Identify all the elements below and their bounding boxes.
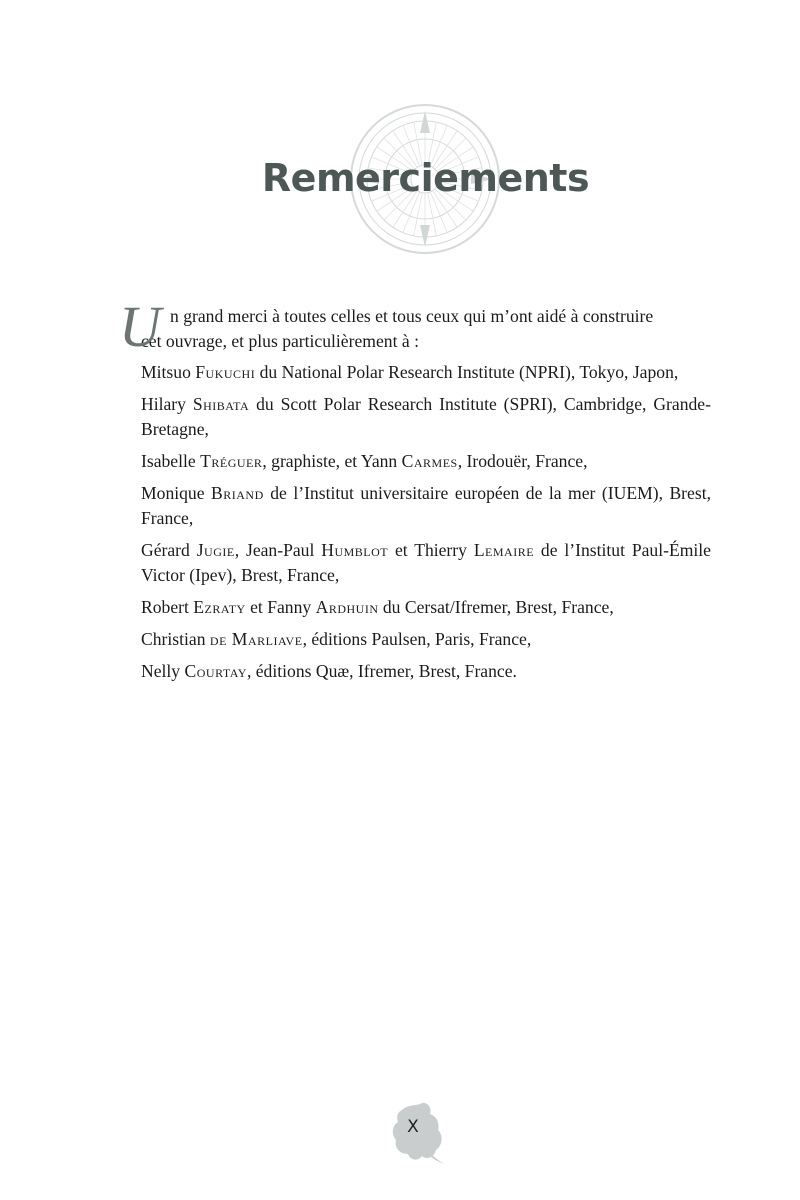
entry-text: Robert (141, 597, 194, 617)
surname: Humblot (321, 540, 389, 560)
entry-text: Nelly (141, 661, 185, 681)
acknowledgement-entry (141, 627, 711, 652)
intro-line-1: n grand merci à toutes celles et tous ceux qui m’ont aidé à construire (170, 306, 654, 326)
entry-text: , éditions Quæ, Ifremer, Brest, France. (246, 661, 517, 681)
acknowledgement-entry (141, 481, 711, 531)
entry-text: du National Polar Research Institute (NPRI), Tokyo, Japon, (255, 362, 679, 382)
page-number: X (407, 1117, 419, 1137)
acknowledgement-entry (141, 392, 711, 442)
entry-text: Christian (141, 629, 210, 649)
entry-text: , Irodouër, France, (457, 451, 588, 471)
entry-text: et Fanny (245, 597, 316, 617)
acknowledgement-entry (141, 449, 711, 474)
entry-text: Hilary (141, 394, 193, 414)
surname: Tréguer (200, 451, 263, 471)
surname: Fukuchi (195, 362, 256, 382)
acknowledgement-entry (141, 538, 711, 588)
entry-text: de l’Institut Paul-Émile Victor (Ipev), Brest, France, (141, 540, 711, 585)
entry-text: et Thierry (388, 540, 474, 560)
surname: Briand (211, 483, 264, 503)
drop-cap: U (119, 294, 161, 359)
acknowledgement-list (141, 360, 711, 684)
entry-text: Monique (141, 483, 212, 503)
intro-line-2: cet ouvrage, et plus particulièrement à : (141, 331, 419, 351)
surname: Lemaire (473, 540, 535, 560)
page-title: Remerciements (261, 156, 590, 200)
entry-text: , graphiste, et Yann (262, 451, 402, 471)
surname: Courtay (184, 661, 247, 681)
acknowledgement-entry (141, 659, 711, 684)
entry-text: Isabelle (141, 451, 201, 471)
surname: Ezraty (193, 597, 246, 617)
entry-text: de l’Institut universitaire européen de la mer (IUEM), Brest, France, (141, 483, 711, 528)
entry-text: , Jean-Paul (234, 540, 322, 560)
surname: Carmes (401, 451, 458, 471)
entry-text: Mitsuo (141, 362, 196, 382)
surname: Jugie (196, 540, 235, 560)
entry-text: du Cersat/Ifremer, Brest, France, (378, 597, 614, 617)
surname: Shibata (192, 394, 250, 414)
surname: Ardhuin (315, 597, 379, 617)
acknowledgement-entry (141, 595, 711, 620)
surname: de Marliave (209, 629, 303, 649)
acknowledgement-entry (141, 360, 711, 385)
entry-text: du Scott Polar Research Institute (SPRI), Cambridge, Grande-Bretagne, (141, 394, 711, 439)
entry-text: Gérard (141, 540, 197, 560)
intro-paragraph (119, 294, 711, 359)
acknowledgements-body (119, 294, 711, 691)
entry-text: , éditions Paulsen, Paris, France, (302, 629, 532, 649)
